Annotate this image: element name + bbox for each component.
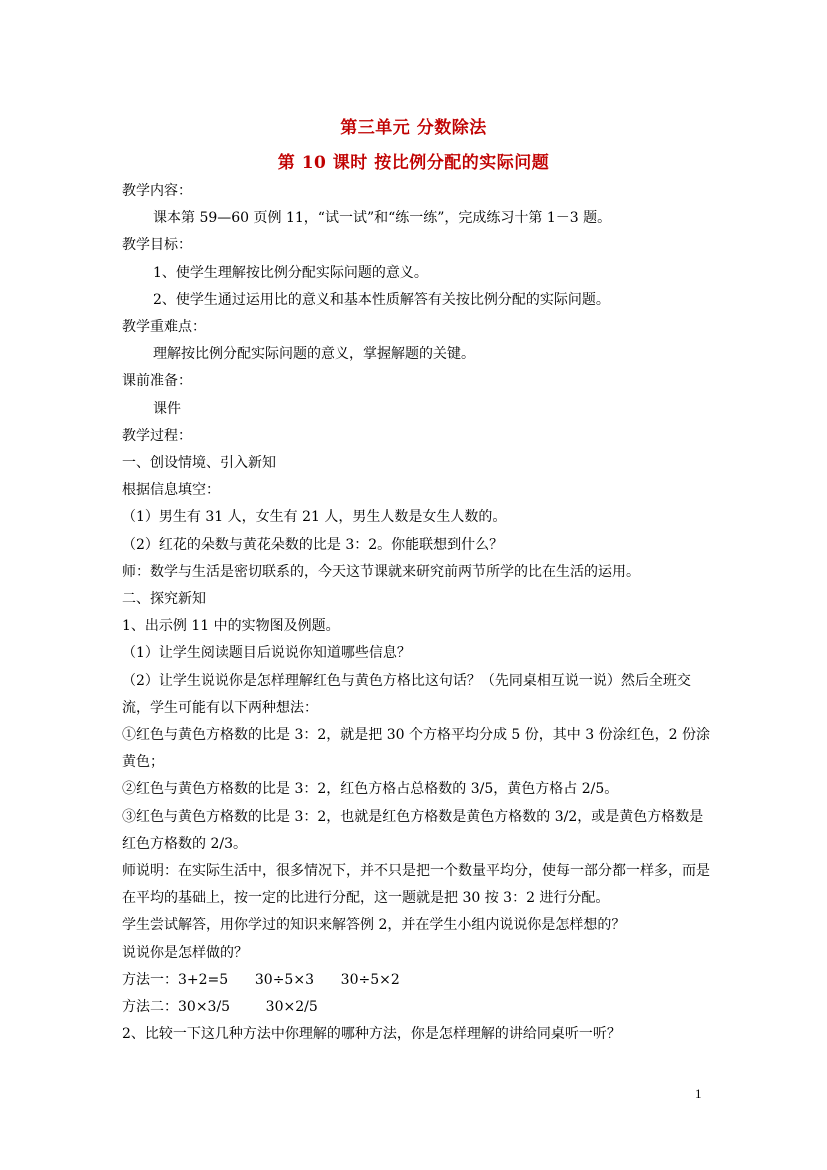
method-1: 方法一：3+2=5 30÷5×3 30÷5×2 (122, 971, 400, 988)
step-1-2: （2）让学生说说你是怎样理解红色与黄色方格比这句话？（先同桌相互说一说）然后全班交流，学生可能有以下两种想法： (122, 672, 691, 716)
key-text: 理解按比例分配实际问题的意义，掌握解题的关键。 (153, 346, 475, 363)
prep-heading: 课前准备： (122, 373, 192, 390)
step-2: 2、比较一下这几种方法中你理解的哪种方法，你是怎样理解的讲给同桌听一听？ (122, 1026, 621, 1043)
fill-item-1: （1）男生有 31 人，女生有 21 人，男生人数是女生人数的。 (122, 509, 507, 526)
fill-heading: 根据信息填空： (122, 482, 220, 499)
key-heading: 教学重难点： (122, 319, 206, 336)
student-try: 学生尝试解答，用你学过的知识来解答例 2，并在学生小组内说说你是怎样想的？ (122, 917, 626, 934)
page-number: 1 (695, 1086, 702, 1101)
goal-1: 1、使学生理解按比例分配实际问题的意义。 (153, 264, 428, 281)
document-body (122, 178, 712, 1049)
part1-heading: 一、创设情境、引入新知 (122, 455, 276, 472)
how-do: 说说你是怎样做的？ (122, 944, 248, 961)
prep-text: 课件 (153, 400, 181, 417)
goal-2: 2、使学生通过运用比的意义和基本性质解答有关按比例分配的实际问题。 (153, 291, 610, 308)
method-2: 方法二：30×3/5 30×2/5 (122, 999, 318, 1016)
content-heading: 教学内容： (122, 183, 192, 199)
content-text: 课本第 59—60 页例 11，“试一试”和“练一练”，完成练习十第 1－3 题。 (153, 210, 612, 227)
teacher-remark-1: 师：数学与生活是密切联系的，今天这节课就来研究前两节所学的比在生活的运用。 (122, 563, 640, 580)
idea-3: ③红色与黄色方格数的比是 3：2，也就是红色方格数是黄色方格数的 3/2，或是黄色方格数是红色方格数的 2/3。 (122, 808, 704, 852)
step-1-1: （1）让学生阅读题目后说说你知道哪些信息？ (122, 645, 411, 662)
goals-heading: 教学目标： (122, 237, 192, 254)
lesson-title: 第 10 课时 按比例分配的实际问题 (277, 153, 550, 173)
fill-item-2: （2）红花的朵数与黄花朵数的比是 3：2。你能联想到什么？ (122, 536, 504, 553)
step-1: 1、出示例 11 中的实物图及例题。 (122, 618, 340, 635)
process-heading: 教学过程： (122, 427, 192, 444)
part2-heading: 二、探究新知 (122, 591, 206, 608)
idea-1: ①红色与黄色方格数的比是 3：2，就是把 30 个方格平均分成 5 份，其中 3 份涂红色，2 份涂黄色； (122, 727, 710, 771)
teacher-remark-2: 师说明：在实际生活中，很多情况下，并不只是把一个数量平均分，使每一部分都一样多，而是在平均的基础上，按一定的比进行分配，这一题就是把 30 按 3：2 进行分配。 (122, 863, 710, 907)
unit-title: 第三单元 分数除法 (340, 118, 487, 138)
idea-2: ②红色与黄色方格数的比是 3：2，红色方格占总格数的 3/5，黄色方格占 2/5。 (122, 781, 619, 798)
